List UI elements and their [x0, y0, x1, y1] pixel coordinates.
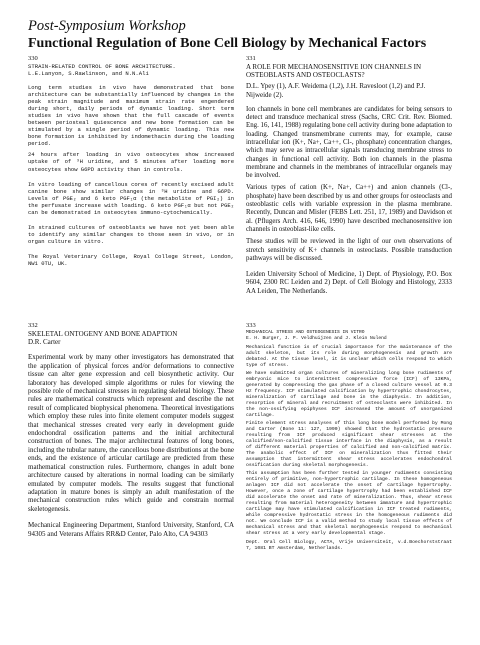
workshop-header — [28, 18, 468, 52]
abstract-authors: D.L. Ypey (1), A.F. Weidema (1,2), J.H. Ravesloot (1,2) and P.J. Nijweide (2). — [246, 82, 426, 99]
abstract-330 — [28, 55, 234, 271]
abstract-paragraph: Ion channels in bone cell membranes are candidates for being sensors to detect and transduce mechanical stress (Sachs, CRC Crit. Rev. Biomed. Eng. 16, 141, 1988) regulating bone cell activity during bone adaptation to loading. Changed transmembrane currents may, for example, cause intracellular ion (K+, Na+, Ca++, Cl-, phosphate) concentration changes, which may serve as intracellular signals transducing membrane stress to changes in functional cell activity. Both ion channels in the plasma membrane and channels in the membranes of intracellular organels may be involved. — [246, 105, 452, 180]
abstract-affiliation: Dept. Oral Cell Biology, ACTA, Vrije Universiteit, v.d.Boechorststraat 7, 1081 BT Amsterdam, Netherlands. — [246, 540, 452, 551]
abstract-number: 332 — [28, 322, 38, 329]
abstract-authors: L.E.Lanyon, S.Rawlinson, and N.N.Ali — [28, 70, 149, 77]
abstract-title: STRAIN-RELATED CONTROL OF BONE ARCHITECTURE. L.E.Lanyon, S.Rawlinson, and N.N.Ali — [28, 63, 176, 77]
workshop-kicker: Post-Symposium Workshop — [28, 18, 186, 34]
abstract-number: 331 — [246, 55, 256, 62]
workshop-title: Functional Regulation of Bone Cell Biology by Mechanical Factors — [28, 36, 427, 51]
abstract-paragraph: 24 hours after loading in vivo osteocytes show increased uptake of of ³H uridine, and 5 minutes after loading more osteocytes show G6PD activity than in controls. — [28, 151, 234, 173]
abstract-paragraph: Finite element stress analyses of this long bone model performed by Mong and Carter (Bone 11: 127, 1990) showed that the hydrostatic pressure resulting from ICF produced significant shear stresses at the calcified/non-calcified tissue interface in the diaphysis, as a result of different material properties of calcified and non-calcified matrix. The anabolic effect of ICF on mineralization thus fitted their assumption that intermittent shear stress accelerates endochondral ossification during skeletal morphogenesis. — [246, 421, 452, 468]
abstract-paragraph: Long term studies in vivo have demonstrated that bone architecture can be substantially influenced by changes in the peak strain magnitude and maximum strain rate engendered during short, daily periods of dynamic loading. Short term studies in vivo have shown that the full cascade of events between periosteal quiescence and new bone formation can be stimulated by a single period of dynamic loading. This new bone formation is inhibited by indomethacin during the loading period. — [28, 84, 234, 148]
abstract-number: 333 — [246, 322, 256, 329]
abstract-title: SKELETAL ONTOGENY AND BONE ADAPTION — [28, 330, 178, 338]
abstract-paragraph: In vitro loading of cancellous cores of recently excised adult canine bone show similar changes in ³H uridine and G6PD. Levels of PGE₂ and 6 keto PGF₁α (the metabolite of PGI₂) in the perfusate increase with loading. 6 keto PGF₁α but not PGE₂ can be demonstrated in osteocytes immuno-cytochemically. — [28, 180, 234, 216]
abstract-title: MECHANICAL STRESS AND OSTEOGENESIS IN VITRO E. H. Burger, J. P. Veldhuijzen and J. Klein Nulend — [246, 330, 387, 341]
abstract-paragraph: This assumption has been further tested in younger rudiments consisting entirely of primitive, non-hypertrophic cartilage. In these homogeneous anlagen ICF did not accelerate the onset of cartilage hypertrophy. However, once a zone of cartilage hypertrophy had been established ICF did accelerate the onset and rate of mineralization. Thus, shear stress resulting from material heterogeneity between immature and hypertrophic cartilage may have stimulated calcification in ICF treated rudiments, while compressive hydrostatic stress in the homogeneous rudiments did not. We conclude ICF is a valid method to study local tissue effects of mechanical stress and that skeletal morphogenesis respond to mechanical shear stress at a very early developmental stage. — [246, 471, 452, 536]
abstract-paragraph: In strained cultures of osteoblasts we have not yet been able to identify any similar changes to those seen in vivo, or in organ culture in vitro. — [28, 223, 234, 245]
abstract-paragraph: Various types of cation (K+, Na+, Ca++) and anion channels (Cl-, phosphate) have been described by us and other groups for osteoclasts and osteoblastic cells with variable expression in the plasma membrane. Recently, Duncan and Misler (FEBS Lett. 251, 17, 1989) and Davidson et al. (Pflugers Arch. 416, 646, 1990) have described mechanosensitive ion channels in osteoblast-like cells. — [246, 184, 452, 233]
abstract-title: A ROLE FOR MECHANOSENSITIVE ION CHANNELS IN OSTEOBLASTS AND OSTEOCLASTS? — [246, 63, 421, 80]
abstract-affiliation: Leiden University School of Medicine, 1) Dept. of Physiology, P.O. Box 9604, 2300 RC Leiden and 2) Dept. of Cell Biology and Histology, 2333 AA Leiden, The Netherlands. — [246, 271, 452, 295]
abstract-authors: E. H. Burger, J. P. Veldhuijzen and J. Klein Nulend — [246, 336, 387, 341]
abstract-333 — [246, 322, 452, 556]
abstract-number: 330 — [28, 55, 38, 62]
abstract-paragraph: Experimental work by many other investigators has demonstrated that the application of physical forces and/or deformations to connective tissue can alter gene expression and cell biosynthetic activity. Our laboratory has developed simple algorithms or rules for viewing the possible role of mechanical stresses in regulating skeletal biology. These rules are mathematical constructs which represent and describe the net result of complicated biophysical phenomena. Theoretical investigations which employ these rules into finite element computer models suggest that mechanical stresses created very early in development guide endochondral ossification patterns and the initial architectural construction of bones. The major architectural features of long bones, including the tubular nature, the cancellous bone distributions at the bone ends, and the existence of articular cartilage are predicted from these mathematical construction rules. Furthermore, changes in adult bone architecture caused by alterations in normal loading can be similarly emulated by computer models. The results suggest that functional adaptation in mature bones is simply an adult manifestation of the mechanical construction rules which guide and constrain normal skeletogenesis. — [28, 353, 234, 513]
abstract-paragraph: Mechanical function is of crucial importance for the maintenance of the adult skeleton, but its role during morphogenesis and growth are debated. At the tissue level, it is unclear which cells respond to which type of stress. — [246, 345, 452, 368]
abstract-paragraph: We have submitted organ cultures of mineralizing long bone rudiments of embryonic mice to intermittent compressive force (ICF) of 13KPa, generated by compressing the gas phase of a closed culture vessel at 0.3 Hz frequency. ICF stimulated calcification by hypertrophic chondrocytes, mineralization of cartilage and bone in the diaphysis. In addition, resorption of mineral and recruitment of osteoclasts were inhibited. In the non-ossifying epiphyses ICF increased the amount of unorganized cartilage. — [246, 371, 452, 418]
abstract-331 — [246, 55, 452, 300]
abstract-authors: D.R. Carter — [28, 338, 61, 347]
abstract-332 — [28, 322, 234, 542]
abstract-paragraph: These studies will be reviewed in the light of our own observations of stretch sensitivity of K+ channels in osteoclasts. Possible transduction pathways will be discussed. — [246, 238, 452, 262]
abstract-affiliation: The Royal Veterinary College, Royal College Street, London, NW1 0TU, UK. — [28, 252, 234, 267]
abstract-affiliation: Mechanical Engineering Department, Stanford University, Stanford, CA 94305 and Veterans Affairs RR&D Center, Palo Alto, CA 94303 — [28, 521, 234, 538]
